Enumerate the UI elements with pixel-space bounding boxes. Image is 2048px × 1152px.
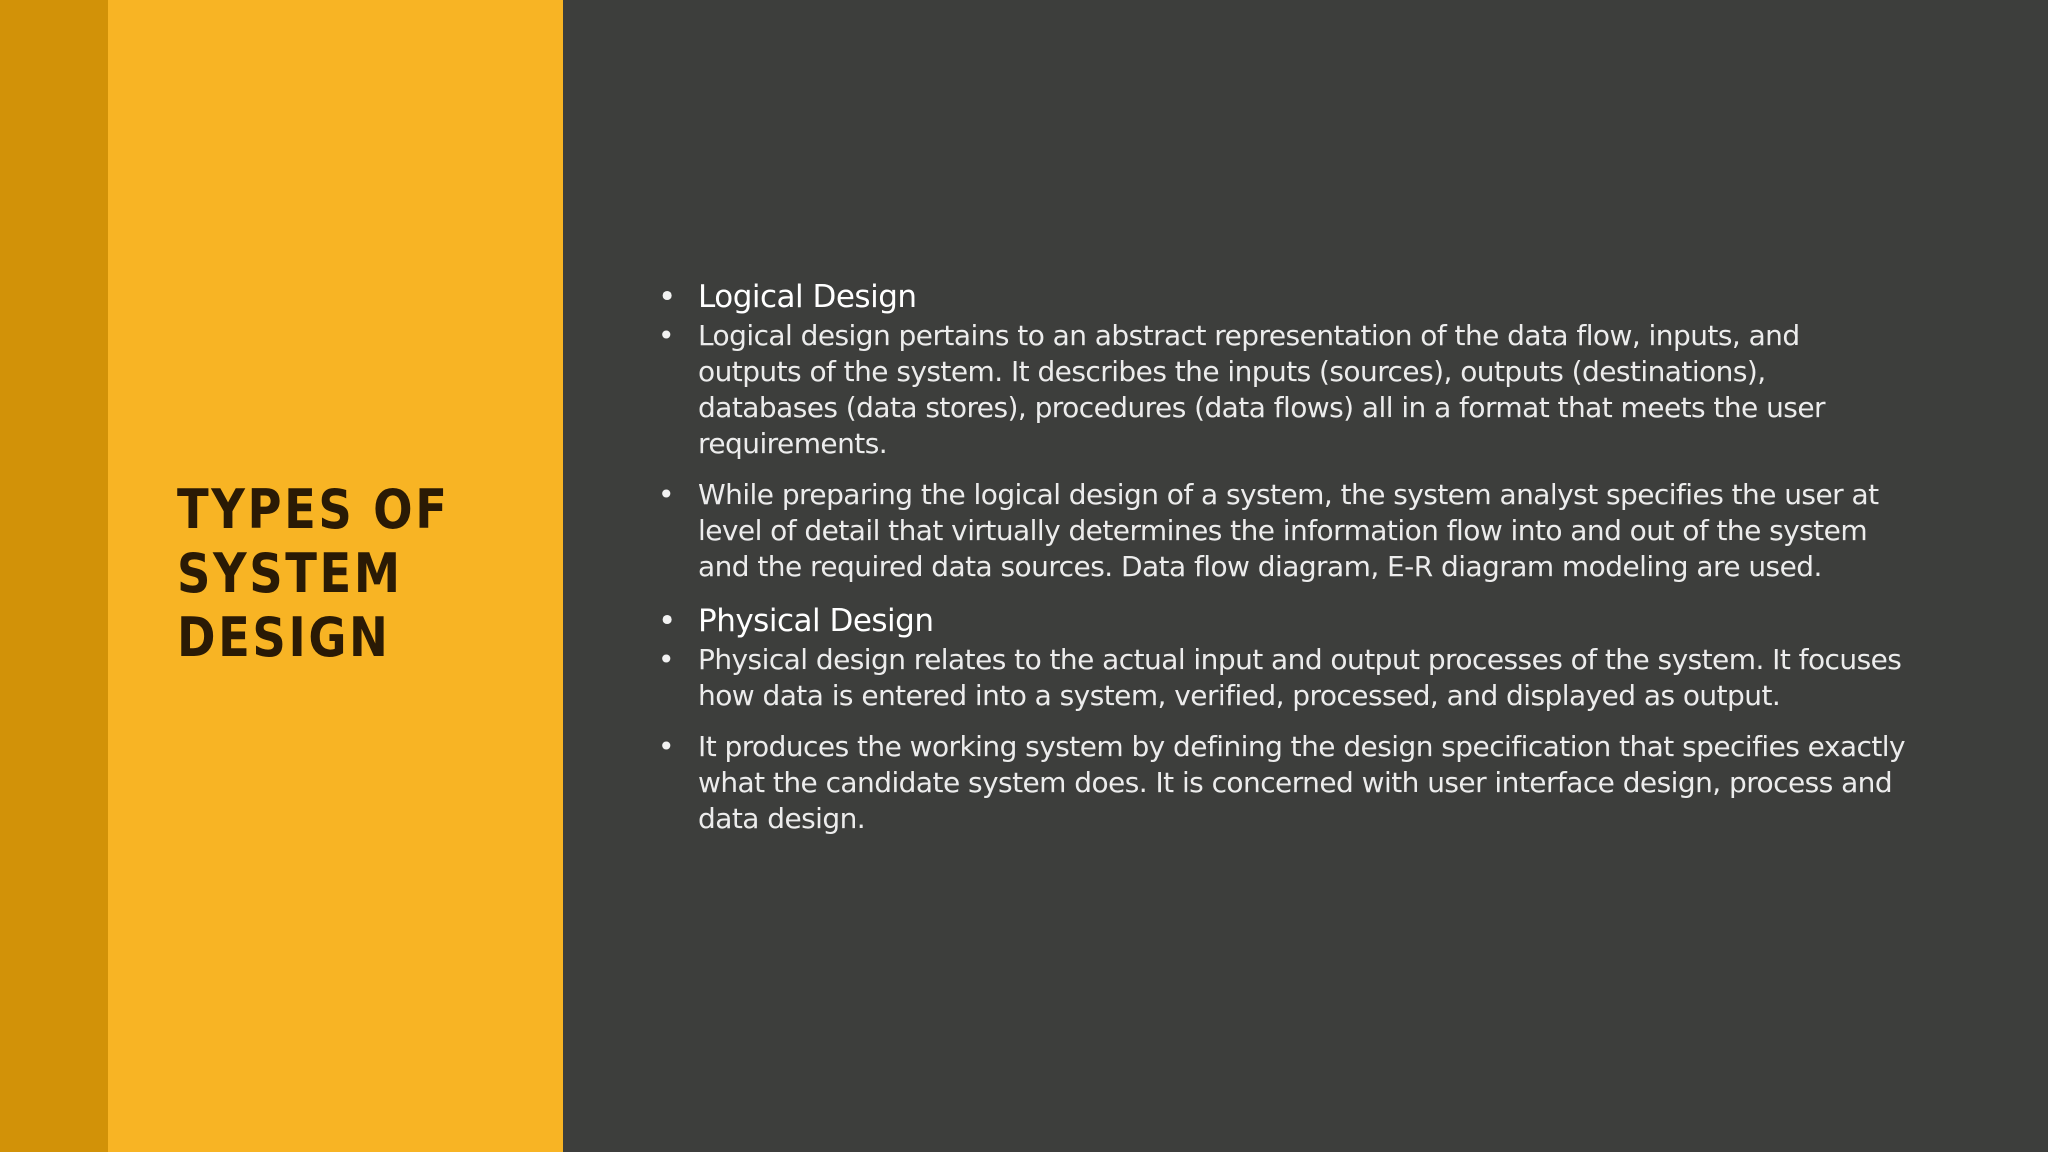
slide-title: TYPES OF SYSTEM DESIGN	[177, 478, 450, 669]
left-accent-strip	[0, 0, 108, 1152]
bullet-dot-icon: •	[658, 478, 674, 511]
bullet-dot-icon: •	[658, 603, 676, 639]
bullet-logical-design-heading	[658, 276, 1908, 318]
bullet-logical-design-description	[658, 318, 1908, 462]
bullet-physical-design-working-system	[658, 729, 1908, 837]
bullet-list	[658, 276, 1908, 837]
bullet-dot-icon: •	[658, 643, 674, 676]
bullet-text: While preparing the logical design of a system, the system analyst specifies the user at level of detail that virtually determines the information flow into and out of the system and the required data sources. Data flow diagram, E-R diagram modeling are used.	[698, 478, 1879, 583]
bullet-text: Logical design pertains to an abstract representation of the data flow, inputs, and outputs of the system. It describes the inputs (sources), outputs (destinations), databases (data stores), procedures (data flows) all in a format that meets the user requirements.	[698, 319, 1825, 460]
bullet-text: It produces the working system by defining the design specification that specifies exactly what the candidate system does. It is concerned with user interface design, process and data design.	[698, 730, 1906, 835]
bullet-text: Physical Design	[698, 603, 934, 639]
bullet-text: Logical Design	[698, 279, 917, 315]
bullet-logical-design-analyst	[658, 477, 1908, 585]
bullet-dot-icon: •	[658, 279, 676, 315]
bullet-physical-design-description	[658, 642, 1908, 714]
bullet-dot-icon: •	[658, 730, 674, 763]
bullet-physical-design-heading	[658, 600, 1908, 642]
bullet-text: Physical design relates to the actual input and output processes of the system. It focuses how data is entered into a system, verified, processed, and displayed as output.	[698, 643, 1902, 712]
bullet-dot-icon: •	[658, 319, 674, 352]
